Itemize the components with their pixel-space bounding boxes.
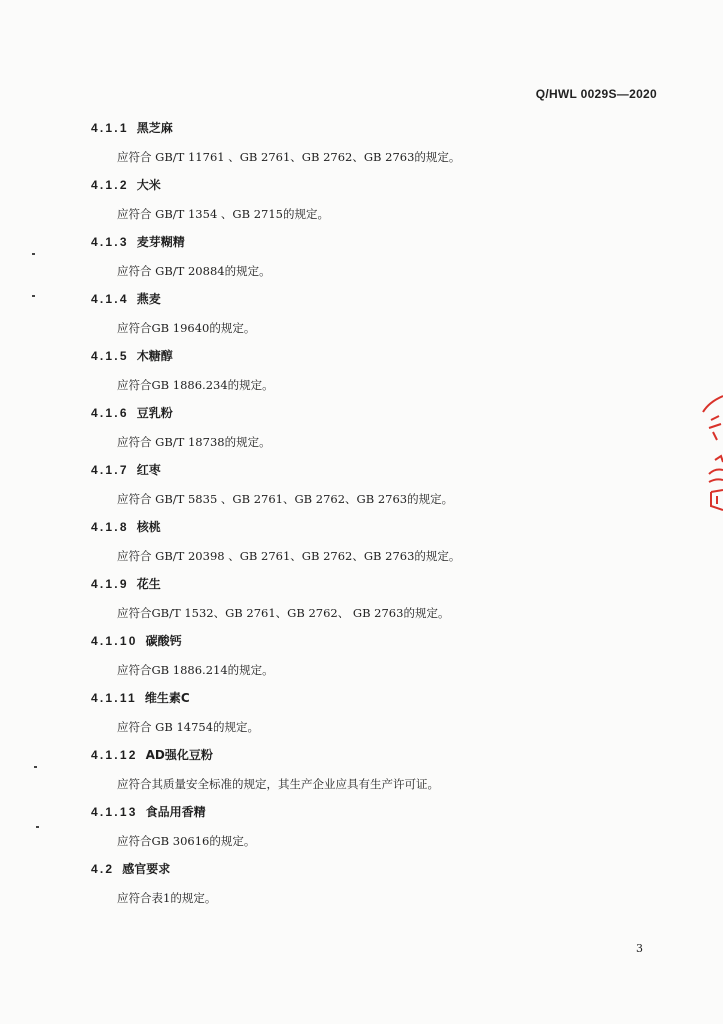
clause-number: 4.1.12 [91,748,138,762]
clause-text: 应符合GB 1886.214的规定。 [117,663,274,677]
clause-heading [91,290,161,307]
clause-heading [91,575,161,592]
clause-title: 食品用香精 [145,805,206,819]
clause-heading [91,461,161,478]
clause-text: 应符合 GB/T 11761 、GB 2761、GB 2762、GB 2763的规定。 [117,150,461,164]
clause-title: 大米 [136,178,161,192]
clause-number: 4.1.9 [91,577,129,591]
clause-heading [91,233,185,250]
clause-text: 应符合GB 1886.234的规定。 [117,378,274,392]
clause-number: 4.1.2 [91,178,129,192]
clause-title: 麦芽糊精 [136,235,185,249]
clause-heading [91,632,182,649]
clause-title: 核桃 [136,520,161,534]
clause-title: 碳酸钙 [145,634,182,648]
clause-number: 4.1.13 [91,805,138,819]
clause-text: 应符合 GB/T 20884的规定。 [117,264,271,278]
clause-heading [91,803,206,820]
clause-number: 4.2 [91,862,115,876]
clause-heading [91,119,173,136]
clause-text: 应符合GB 19640的规定。 [117,321,256,335]
clause-text: 应符合GB/T 1532、GB 2761、GB 2762、 GB 2763的规定。 [117,606,450,620]
clause-number: 4.1.8 [91,520,129,534]
clause-title: 花生 [136,577,161,591]
scan-speck [32,253,35,255]
page-number: 3 [636,942,643,955]
clause-heading [91,689,190,706]
clause-title: 黑芝麻 [136,121,173,135]
clause-title: 感官要求 [122,862,171,876]
clause-heading [91,860,170,877]
clause-text: 应符合 GB/T 1354 、GB 2715的规定。 [117,207,329,221]
clause-title: 木糖醇 [136,349,173,363]
clause-text: 应符合其质量安全标准的规定，其生产企业应具有生产许可证。 [117,777,439,791]
clause-number: 4.1.4 [91,292,129,306]
clause-text: 应符合 GB/T 18738的规定。 [117,435,271,449]
clause-text: 应符合 GB 14754的规定。 [117,720,260,734]
clause-text: 应符合 GB/T 20398 、GB 2761、GB 2762、GB 2763的规定。 [117,549,461,563]
clause-number: 4.1.6 [91,406,129,420]
clause-text: 应符合表1的规定。 [117,891,217,905]
clause-text: 应符合GB 30616的规定。 [117,834,256,848]
clause-heading [91,746,213,763]
scan-speck [36,826,39,828]
clause-title: 维生素C [144,691,190,705]
clause-number: 4.1.7 [91,463,129,477]
clause-title: 燕麦 [136,292,161,306]
clause-number: 4.1.3 [91,235,129,249]
clause-title: 豆乳粉 [136,406,173,420]
red-seal-stamp [689,388,723,518]
clause-number: 4.1.11 [91,691,137,705]
clause-number: 4.1.1 [91,121,129,135]
clause-heading [91,176,161,193]
clause-title: AD强化豆粉 [145,748,213,762]
clause-text: 应符合 GB/T 5835 、GB 2761、GB 2762、GB 2763的规定。 [117,492,454,506]
clause-number: 4.1.5 [91,349,129,363]
scan-speck [32,295,35,297]
standard-code: Q/HWL 0029S—2020 [535,87,657,101]
clause-number: 4.1.10 [91,634,138,648]
clause-title: 红枣 [136,463,161,477]
clause-heading [91,404,173,421]
scan-speck [34,766,37,768]
clause-heading [91,518,161,535]
clause-heading [91,347,173,364]
